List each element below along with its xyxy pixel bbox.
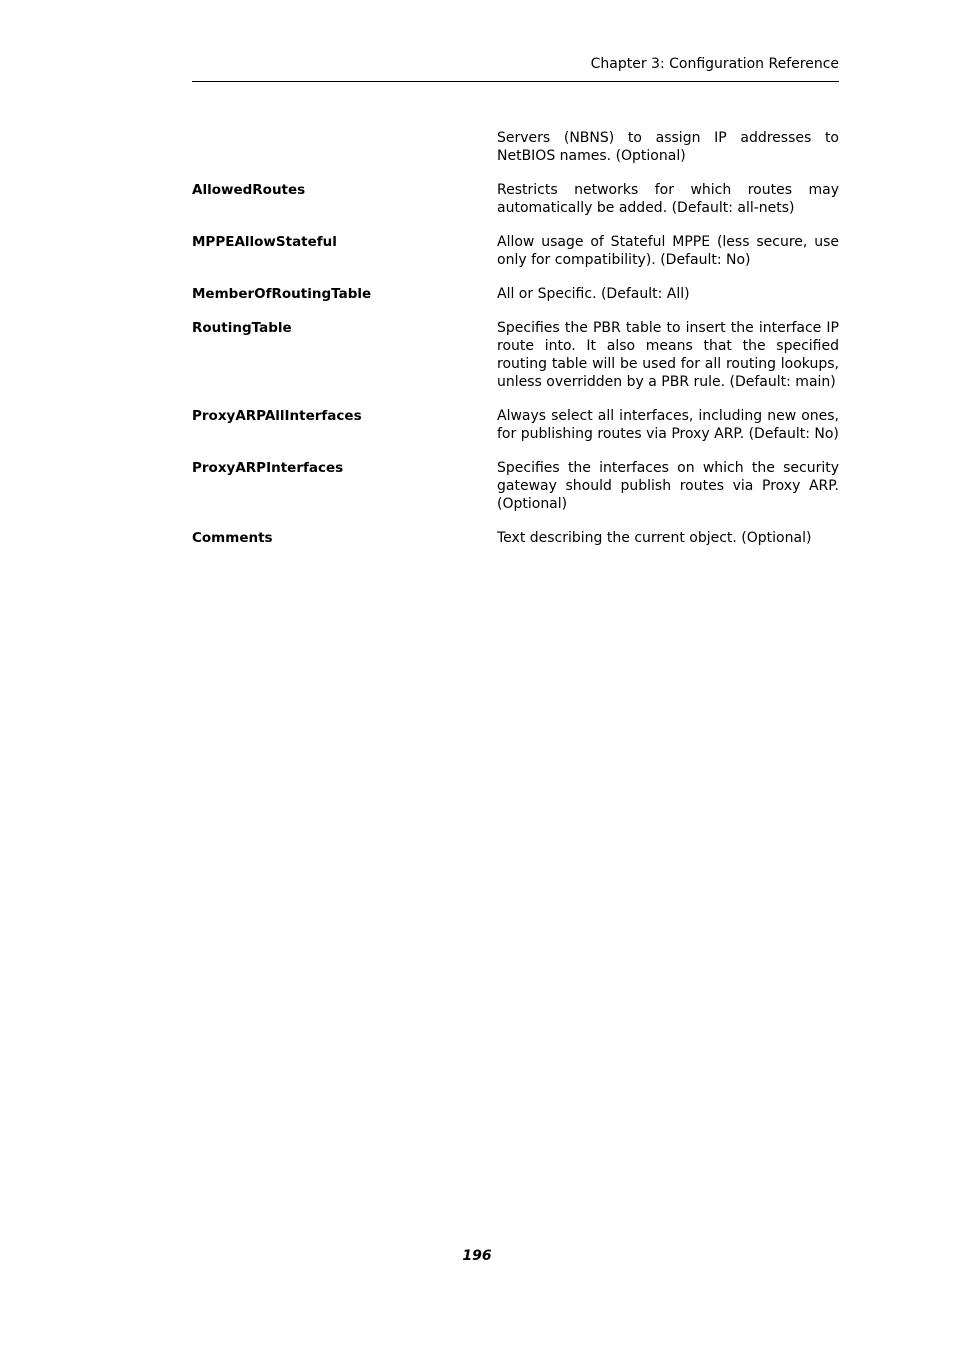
property-row [192,129,839,165]
property-name: Comments [192,530,273,546]
page-number: 196 [462,1248,492,1264]
property-name: AllowedRoutes [192,182,306,198]
property-description: Specifies the interfaces on which the security gateway should publish routes via Proxy ARP. (Optional) [497,460,839,512]
property-description: Servers (NBNS) to assign IP addresses to NetBIOS names. (Optional) [497,130,839,164]
property-name: MPPEAllowStateful [192,234,337,250]
property-row [192,233,839,269]
property-row [192,181,839,217]
property-description: Specifies the PBR table to insert the interface IP route into. It also means that the specified routing table will be used for all routing lookups, unless overridden by a PBR rule. (Default: main) [497,320,839,390]
property-description: All or Specific. (Default: All) [497,286,690,302]
property-row [192,407,839,443]
property-description: Text describing the current object. (Optional) [497,530,812,546]
property-name: ProxyARPInterfaces [192,460,344,476]
property-row [192,459,839,513]
property-row [192,529,839,547]
property-description: Always select all interfaces, including new ones, for publishing routes via Proxy ARP. (Default: No) [497,408,839,442]
property-name [192,129,497,165]
property-description: Restricts networks for which routes may automatically be added. (Default: all-nets) [497,182,839,216]
property-row [192,285,839,303]
property-description: Allow usage of Stateful MPPE (less secure, use only for compatibility). (Default: No) [497,234,839,268]
property-row [192,319,839,391]
property-name: ProxyARPAllInterfaces [192,408,362,424]
chapter-title: Chapter 3: Configuration Reference [590,56,839,72]
property-name: MemberOfRoutingTable [192,286,372,302]
property-name: RoutingTable [192,320,292,336]
page-header [192,55,839,82]
property-list [192,129,839,563]
